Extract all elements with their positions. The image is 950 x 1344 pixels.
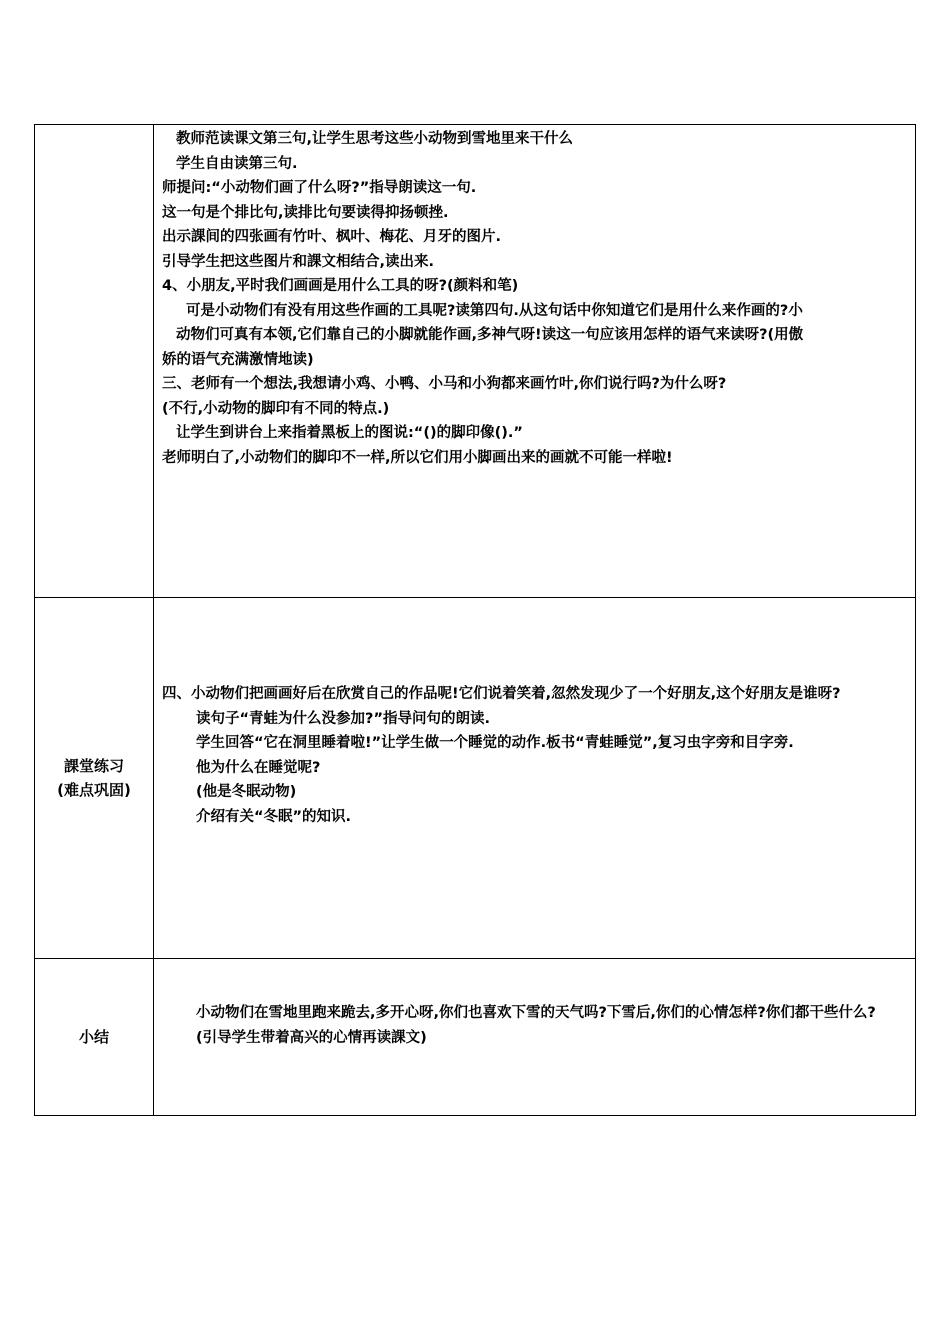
table-row-classroom-practice [35, 598, 916, 959]
text-line: 学生自由读第三句. [176, 155, 298, 172]
text-line: 小动物们在雪地里跑来跪去,多开心呀,你们也喜欢下雪的天气吗?下雪后,你们的心情怎样?你们都干些什么? [196, 1005, 876, 1021]
text-line: 老师明白了,小动物们的脚印不一样,所以它们用小脚画出来的画就不可能一样啦! [162, 449, 673, 466]
row-label-classroom-practice [35, 598, 154, 959]
text-line: 引导学生把这些图片和課文相结合,读出来. [162, 253, 435, 270]
text-line: (他是冬眠动物) [196, 784, 297, 800]
text-line: 教师范读课文第三句,让学生思考这些小动物到雪地里来干什么 [176, 131, 574, 147]
lesson-plan-table [34, 124, 916, 1116]
text-line: 让学生到讲台上来指着黑板上的图说:“()的脚印像().” [176, 425, 523, 441]
text-line: 四、小动物们把画画好后在欣赏自己的作品呢!它们说着笑着,忽然发现少了一个好朋友,这个好朋友是谁呀? [162, 686, 841, 702]
row-label-summary: 小结 [35, 959, 154, 1116]
text-line: 这一句是个排比句,读排比句要读得抑扬顿挫. [162, 204, 449, 221]
label-line: (难点巩固) [57, 781, 131, 799]
label-line: 課堂练习 [63, 757, 124, 775]
content-text [154, 125, 915, 470]
text-line: 4、小朋友,平时我们画画是用什么工具的呀?(颜料和笔) [162, 278, 519, 294]
text-line: 动物们可真有本领,它们靠自己的小脚就能作画,多神气呀!读这一句应该用怎样的语气来读呀?(用傲 [176, 327, 804, 343]
row-label-empty [35, 125, 154, 598]
table-row-summary [35, 959, 916, 1116]
table-row-teaching-process [35, 125, 916, 598]
content-text [154, 959, 915, 1050]
text-line: 读句子“青蛙为什么没参加?”指导问句的朗读. [196, 710, 490, 727]
text-line: 师提问:“小动物们画了什么呀?”指导朗读这一句. [162, 180, 477, 196]
text-line: 介绍有关“冬眠”的知识. [196, 808, 352, 825]
text-line: 出示課间的四张画有竹叶、枫叶、梅花、月牙的图片. [162, 229, 502, 245]
text-line: 娇的语气充满激情地读) [162, 351, 314, 368]
text-line: (不行,小动物的脚印有不同的特点.) [162, 400, 390, 417]
text-line: 三、老师有一个想法,我想请小鸡、小鸭、小马和小狗都来画竹叶,你们说行吗?为什么呀? [162, 376, 727, 392]
text-line: 他为什么在睡觉呢? [196, 759, 321, 776]
content-cell-classroom-practice [154, 598, 916, 959]
content-text [154, 598, 915, 829]
text-line: (引导学生带着高兴的心情再读課文) [196, 1029, 427, 1046]
content-cell-teaching-process [154, 125, 916, 598]
text-line: 可是小动物们有没有用这些作画的工具呢?读第四句.从这句话中你知道它们是用什么来作画的?小 [186, 302, 803, 319]
text-line: 学生回答“它在洞里睡着啦!”让学生做一个睡觉的动作.板书“青蛙睡觉”,复习虫字旁和目字旁. [196, 735, 794, 751]
content-cell-summary [154, 959, 916, 1116]
